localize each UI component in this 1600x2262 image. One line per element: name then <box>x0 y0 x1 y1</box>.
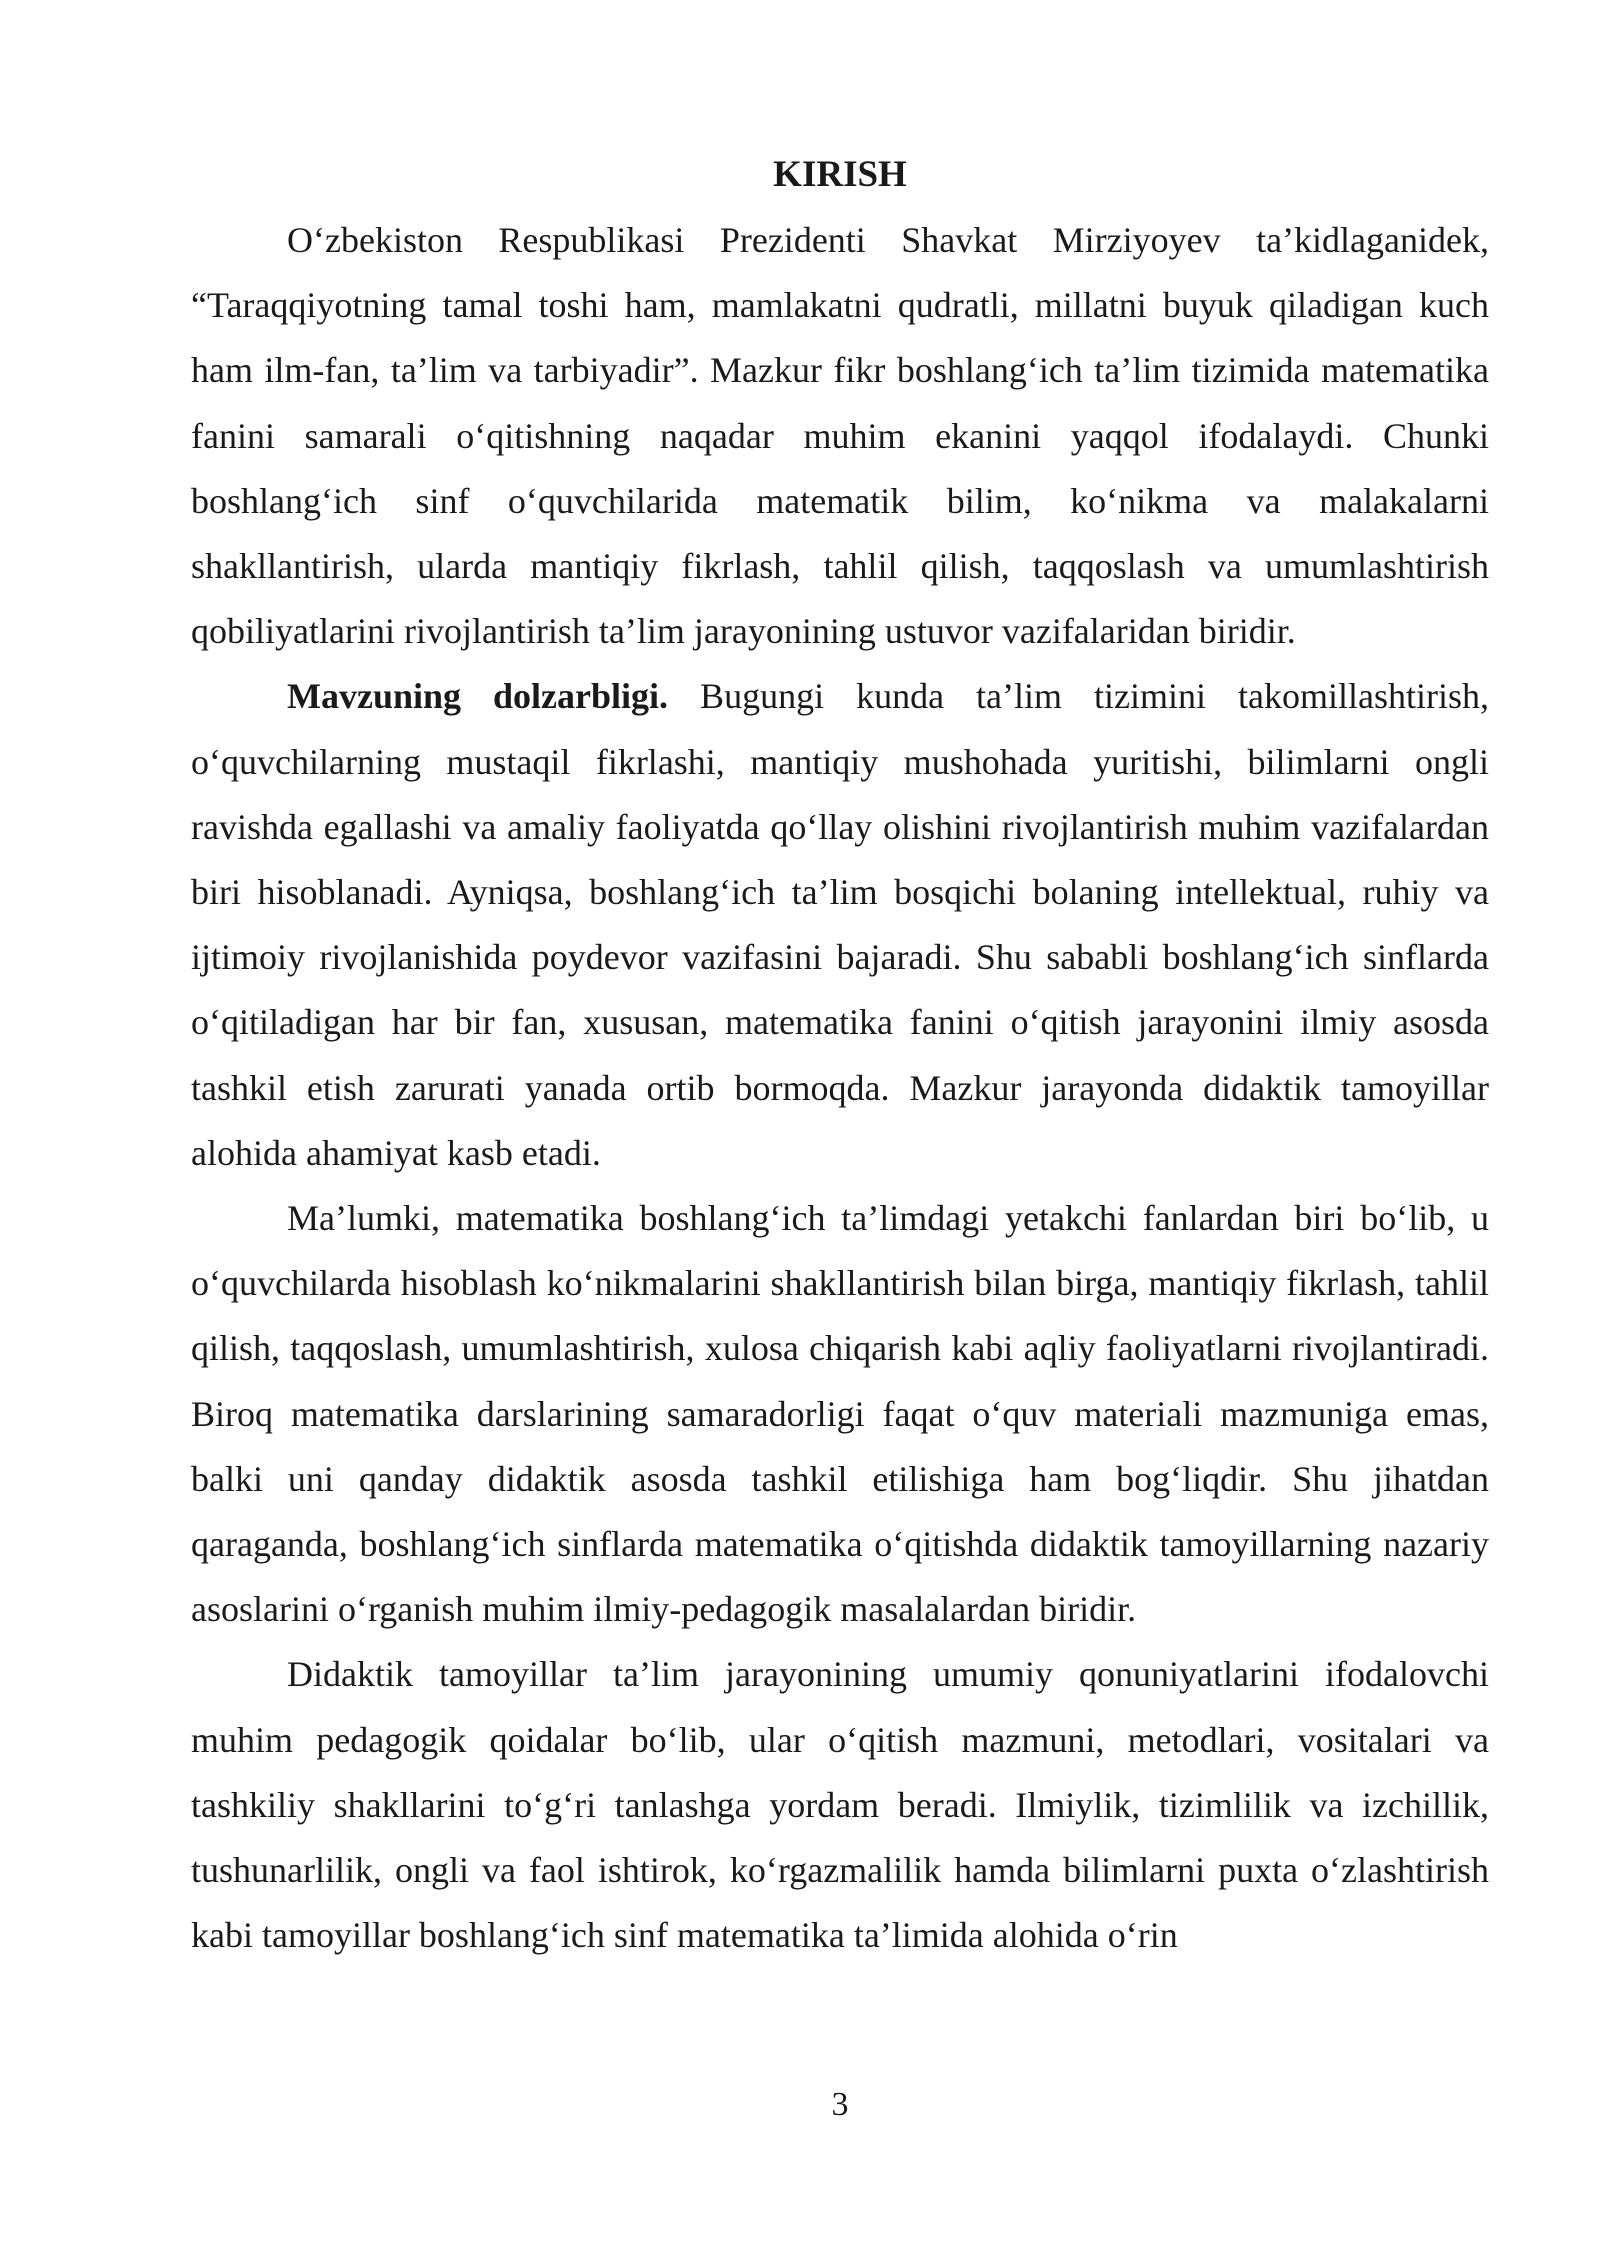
page-title: KIRISH <box>773 154 907 195</box>
body-text <box>191 208 1489 1968</box>
paragraph-didactic-principles <box>191 1642 1489 1968</box>
document-page <box>191 0 1489 2262</box>
paragraph-text: O‘zbekiston Respublikasi Prezidenti Shavkat Mirziyoyev ta’kidlaganidek, “Taraqqiyotning tamal toshi ham, mamlakatni qudratli, millatni buyuk qiladigan kuch ham ilm-fan, ta’lim va tarbiyadir”. Mazkur fikr boshlang‘ich ta’lim tizimida matematika fanini samarali o‘qitishning naqadar muhim ekanini yaqqol ifodalaydi. Chunki boshlang‘ich sinf o‘quvchilarida matematik bilim, ko‘nikma va malakalarni shakllantirish, ularda mantiqiy fikrlash, tahlil qilish, taqqoslash va umumlashtirish qobiliyatlarini rivojlantirish ta’lim jarayonining ustuvor vazifalaridan biridir. <box>191 220 1489 652</box>
page-number: 3 <box>831 2086 849 2123</box>
paragraph-text: Ma’lumki, matematika boshlang‘ich ta’limdagi yetakchi fanlardan biri bo‘lib, u o‘quvchilarda hisoblash ko‘nikmalarini shakllantirish bilan birga, mantiqiy fikrlash, tahlil qilish, taqqoslash, umumlashtirish, xulosa chiqarish kabi aqliy faoliyatlarni rivojlantiradi. Biroq matematika darslarining samaradorligi faqat o‘quv materiali mazmuniga emas, balki uni qanday didaktik asosda tashkil etilishiga ham bog‘liqdir. Shu jihatdan qaraganda, boshlang‘ich sinflarda matematika o‘qitishda didaktik tamoyillarning nazariy asoslarini o‘rganish muhim ilmiy-pedagogik masalalardan biridir. <box>191 1198 1489 1630</box>
paragraph-intro <box>191 208 1489 664</box>
paragraph-relevance <box>191 664 1489 1186</box>
paragraph-mathematics <box>191 1186 1489 1642</box>
paragraph-text: Bugungi kunda ta’lim tizimini takomillashtirish, o‘quvchilarning mustaqil fikrlashi, mantiqiy mushohada yuritishi, bilimlarni ongli ravishda egallashi va amaliy faoliyatda qo‘llay olishini rivojlantirish muhim vazifalardan biri hisoblanadi. Ayniqsa, boshlang‘ich ta’lim bosqichi bolaning intellektual, ruhiy va ijtimoiy rivojlanishida poydevor vazifasini bajaradi. Shu sababli boshlang‘ich sinflarda o‘qitiladigan har bir fan, xususan, matematika fanini o‘qitish jarayonini ilmiy asosda tashkil etish zarurati yanada ortib bormoqda. Mazkur jarayonda didaktik tamoyillar alohida ahamiyat kasb etadi. <box>191 676 1490 1173</box>
paragraph-text: Didaktik tamoyillar ta’lim jarayonining umumiy qonuniyatlarini ifodalovchi muhim pedagogik qoidalar bo‘lib, ular o‘qitish mazmuni, metodlari, vositalari va tashkiliy shakllarini to‘g‘ri tanlashga yordam beradi. Ilmiylik, tizimlilik va izchillik, tushunarlilik, ongli va faol ishtirok, ko‘rgazmalilik hamda bilimlarni puxta o‘zlashtirish kabi tamoyillar boshlang‘ich sinf matematika ta’limida alohida o‘rin <box>191 1654 1489 1956</box>
paragraph-lead-heading: Mavzuning dolzarbligi. <box>287 676 669 717</box>
